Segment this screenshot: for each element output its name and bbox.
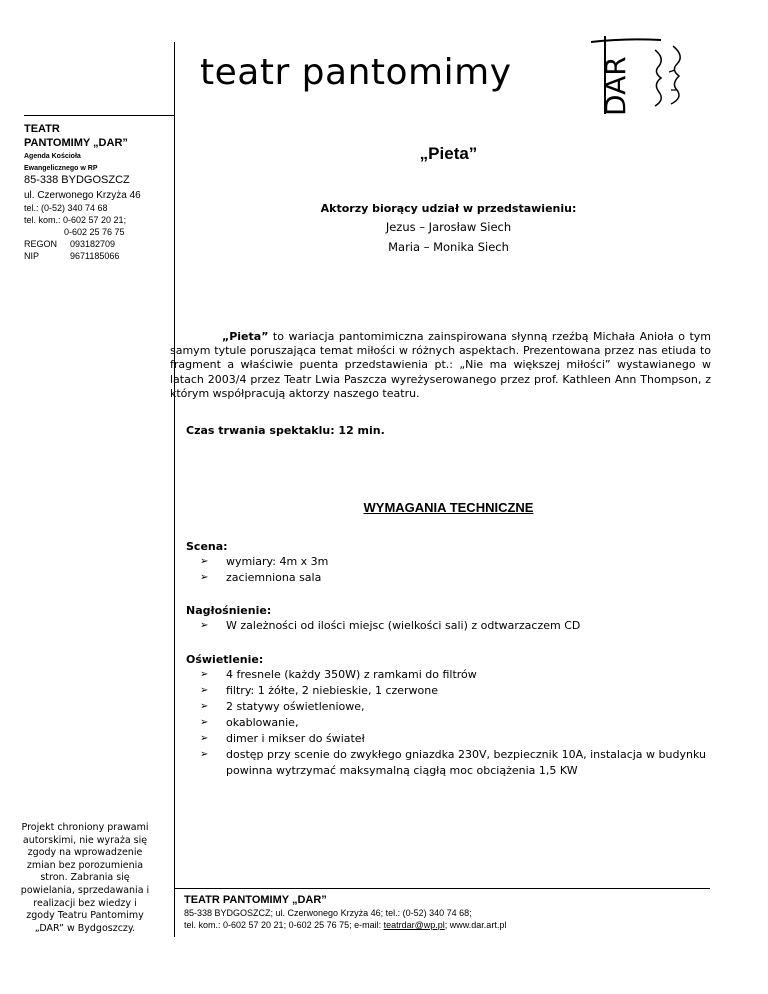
description-text: to wariacja pantomimiczna zainspirowana słynną rzeźbą Michała Anioła o tym samym tytule poruszająca temat miłości w różnych aspektach. Prezentowana przez nas etiuda to fragment a właściwie puenta przedstawienia pt.: „Nie ma większej miłości” wystawianego w latach 2003/4 przez Teatr Lwia Paszcza wyreżyserowanego przez prof. Kathleen Ann Thompson, z którym współpracują aktorzy naszego teatru. [170, 330, 711, 400]
arrow-bullet-icon: ➢ [200, 572, 209, 583]
list-item: ➢ W zależności od ilości miejsc (wielkości sali) z odtwarzaczem CD [200, 619, 581, 632]
section-label: Oświetlenie: [186, 653, 264, 666]
section-naglosnienie [186, 603, 711, 634]
sidebar-tel-kom1: tel. kom.: 0-602 57 20 21; [24, 215, 127, 225]
section-oswietlenie [186, 652, 711, 779]
section-scena [186, 539, 711, 586]
nip-value: 9671185066 [70, 251, 120, 261]
section-label: Nagłośnienie: [186, 604, 272, 617]
regon-value: 093182709 [70, 239, 116, 249]
play-description [170, 330, 711, 401]
footer-org: TEATR PANTOMIMY „DAR” [184, 894, 327, 906]
sidebar-contact [24, 122, 172, 262]
technical-heading: WYMAGANIA TECHNICZNE [363, 500, 534, 515]
sidebar-top-rule [24, 115, 174, 116]
regon-label: REGON [24, 239, 58, 249]
arrow-bullet-icon: ➢ [200, 701, 209, 712]
footer [184, 893, 724, 931]
play-title: „Pieta” [419, 144, 478, 163]
sidebar-agenda-line2: Ewangelicznego w RP [24, 165, 98, 172]
footer-contact: tel. kom.: 0-602 57 20 21; 0-602 25 76 75; e-mail: teatrdar@wp.pl; www.dar.art.pl [184, 920, 507, 930]
arrow-bullet-icon: ➢ [200, 749, 209, 760]
description-title: „Pieta” [222, 330, 269, 343]
list-item: ➢ okablowanie, [200, 716, 299, 729]
arrow-bullet-icon: ➢ [200, 620, 209, 631]
footer-rule [174, 888, 710, 889]
footer-email-link[interactable]: teatrdar@wp.pl [383, 920, 445, 930]
sidebar-nip [24, 250, 172, 262]
list-item: ➢ dimer i mikser do świateł [200, 732, 365, 745]
actor-1: Jezus – Jarosław Siech [385, 220, 512, 234]
arrow-bullet-icon: ➢ [200, 685, 209, 696]
nip-label: NIP [24, 251, 40, 261]
sidebar-agenda-line1: Agenda Kościoła [24, 153, 81, 160]
footer-address: 85-338 BYDGOSZCZ; ul. Czerwonego Krzyża 46; tel.: (0-52) 340 74 68; [184, 908, 472, 918]
header-title: teatr pantomimy [200, 52, 512, 93]
list-item: ➢ 4 fresnele (każdy 350W) z ramkami do filtrów [200, 668, 477, 681]
sidebar-regon [24, 238, 172, 250]
section-label: Scena: [186, 540, 228, 553]
sidebar-org-line1: TEATR [24, 123, 60, 135]
arrow-bullet-icon: ➢ [200, 733, 209, 744]
arrow-bullet-icon: ➢ [200, 669, 209, 680]
arrow-bullet-icon: ➢ [200, 556, 209, 567]
sidebar-tel: tel.: (0-52) 340 74 68 [24, 203, 108, 213]
arrow-bullet-icon: ➢ [200, 717, 209, 728]
list-item: ➢ 2 statywy oświetleniowe, [200, 700, 365, 713]
logo-text: DAR [599, 56, 632, 116]
actors-heading: Aktorzy biorący udział w przedstawieniu: [320, 202, 577, 215]
list-item: ➢ wymiary: 4m x 3m [200, 555, 329, 568]
copyright-notice: Projekt chroniony prawami autorskimi, nie wyraża się zgody na wprowadzenie zmian bez porozumienia stron. Zabrania się powielania, sprzedawania i realizacji bez wiedzy i zgody Teatru Pantomimy „DAR” w Bydgoszczy. [20, 822, 150, 934]
list-item: ➢ dostęp przy scenie do zwykłego gniazdka 230V, bezpiecznik 10A, instalacja w budynku powinna wytrzymać maksymalną ciągłą moc obciążenia 1,5 KW [200, 748, 706, 777]
sidebar-org-line2: PANTOMIMY „DAR” [24, 137, 128, 149]
sidebar-postal: 85-338 BYDGOSZCZ [24, 174, 130, 186]
dar-logo-icon [585, 28, 695, 118]
sidebar-tel-kom2: 0-602 25 76 75 [64, 227, 125, 237]
play-duration: Czas trwania spektaklu: 12 min. [186, 424, 385, 437]
list-item: ➢ filtry: 1 żółte, 2 niebieskie, 1 czerwone [200, 684, 439, 697]
vertical-rule [174, 42, 175, 937]
sidebar-street: ul. Czerwonego Krzyża 46 [24, 190, 141, 201]
actor-2: Maria – Monika Siech [388, 240, 509, 254]
list-item: ➢ zaciemniona sala [200, 571, 322, 584]
